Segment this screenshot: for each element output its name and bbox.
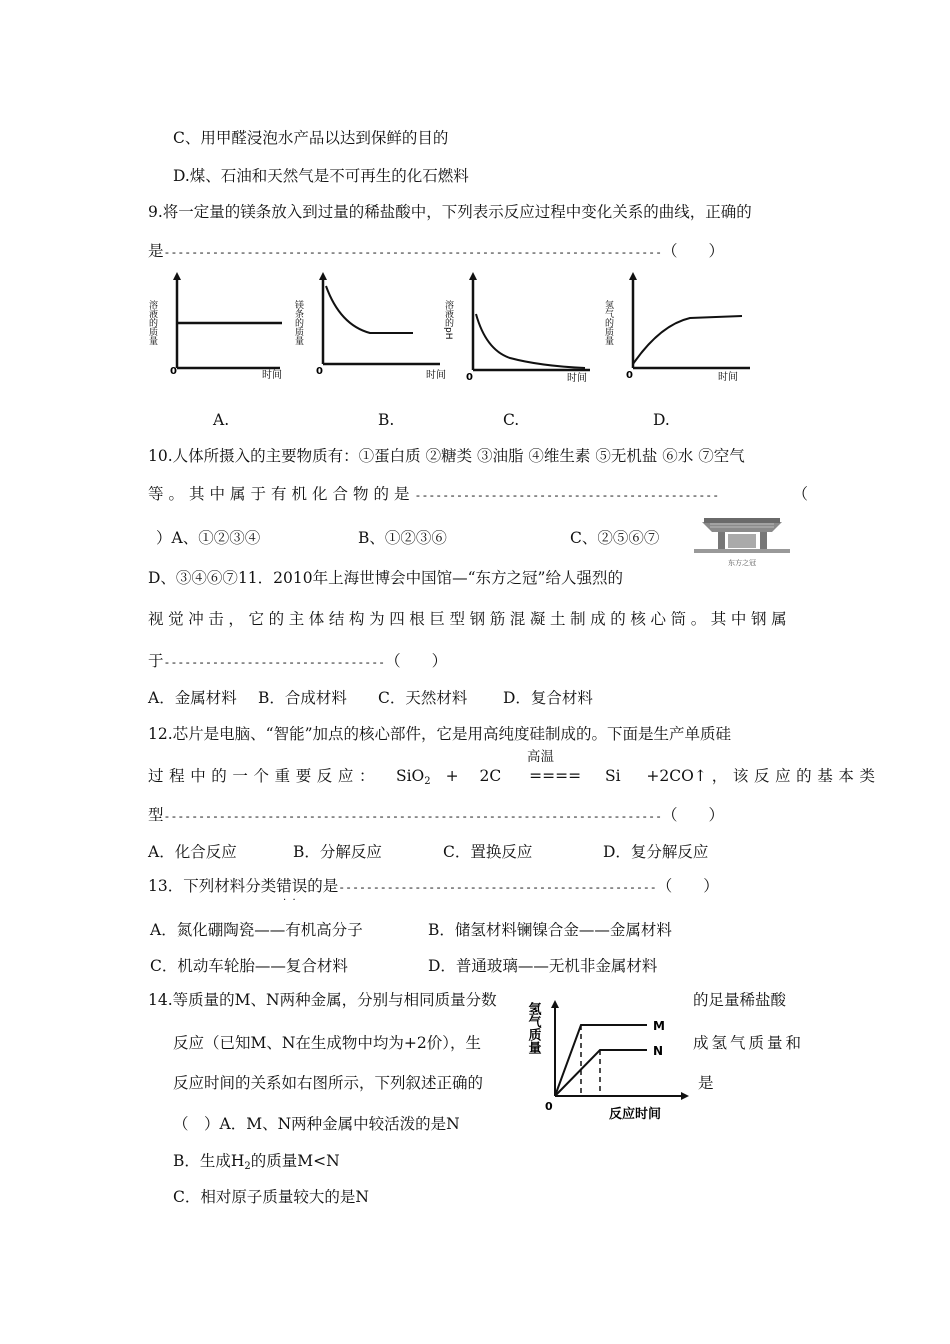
answer-leader: ------------------------------------------------------------------------ [163,245,663,259]
q10-stem: 10.人体所摄入的主要物质有：①蛋白质 ②糖类 ③油脂 ④维生素 ⑤无机盐 ⑥水 ⑦空气 [148,447,745,465]
q12-option-d: D．复分解反应 [603,843,709,861]
answer-leader: ---------------------------------------------- [338,880,657,894]
q11-option-a: A．金属材料 [148,689,237,707]
chart-a-origin: 0 [170,366,177,377]
answer-paren: （ ） [656,877,719,895]
q11-option-c: C．天然材料 [378,689,468,707]
q14-stem-line2a: 反应（已知M、N在生成物中均为+2价），生 [173,1034,482,1052]
q8-option-d: D.煤、石油和天然气是不可再生的化石燃料 [173,167,469,185]
q9-chart-c [440,270,600,385]
q14-stem-line3a: 反应时间的关系如右图所示，下列叙述正确的 [173,1074,484,1092]
q12-stem: 12.芯片是电脑、“智能”加点的核心部件，它是用高纯度硅制成的。下面是生产单质硅 [148,725,732,743]
emphasis-dots: · · [283,895,296,906]
answer-paren-open: （ [792,485,808,503]
answer-leader: ------------------------------------------------------------------------ [163,809,663,823]
q9-label-a: A. [213,411,230,429]
q9-chart-d [600,270,760,385]
chart-d-xlabel: 时间 [718,372,738,383]
chart-b-origin: 0 [316,366,323,377]
chart-a-y-arrow [173,272,181,280]
reaction-condition: 高温 [527,749,554,765]
q14-y-arrow [551,1000,559,1008]
answer-leader: -------------------------------------------- [414,488,720,502]
q13-stem-line: 13．下列材料分类错误的是----------------------------------------------（ ） [148,877,719,895]
chart-b-xlabel: 时间 [426,370,446,381]
chart-b-curve [326,286,413,333]
q12-option-a: A．化合反应 [148,843,237,861]
chart-b-y-arrow [319,272,327,280]
q10-stem-line2: 等。其中属于有机化合物的是-------------------------------------------- （ [148,485,808,503]
q11-stem: 11．2010年上海世博会中国馆—“东方之冠”给人强烈的 [237,569,623,587]
chart-c-origin: 0 [466,372,473,383]
q14-stem-line1b: 的足量稀盐酸 [693,991,787,1009]
q10-option-d-and-q11-stem [148,568,623,588]
chart-d-curve [633,316,742,364]
chart-a-xlabel: 时间 [262,370,282,381]
q14-chart-origin: 0 [545,1100,553,1113]
q14-option-c: C．相对原子质量较大的是N [173,1188,369,1206]
chart-c-xlabel: 时间 [567,373,587,384]
reactant-sio2: SiO$_2$ [395,767,431,787]
q14-stem-line3b: 是 [698,1074,714,1092]
chart-c-y-arrow [469,272,477,280]
q14-stem-line1a: 14.等质量的M、N两种金属，分别与相同质量分数 [148,991,497,1009]
equals-sign: ==== [529,767,582,785]
chart-a-ylabel: 溶液的质量 [147,300,157,345]
q9-label-c: C. [503,411,520,429]
q9-chart-a [140,270,290,385]
q9-chart-b [290,270,450,385]
q14-x-arrow [681,1092,689,1100]
product-co: +2CO↑ [646,767,707,785]
q13-option-c: C．机动车轮胎——复合材料 [150,957,348,975]
answer-leader: -------------------------------- [163,655,386,669]
q13-option-b: B．储氢材料镧镍合金——金属材料 [428,921,672,939]
q14-option-a: （ ）A．M、N两种金属中较活泼的是N [173,1115,460,1133]
reactant-c: 2C [479,767,502,785]
q11-stem-line2: 视觉冲击，它的主体结构为四根巨型钢筋混凝土制成的核心筒。其中钢属 [148,610,792,628]
q13-option-a: A．氮化硼陶瓷——有机高分子 [150,921,363,939]
q8-option-c: C、用甲醛浸泡水产品以达到保鲜的目的 [173,129,449,147]
q14-chart-ylabel: 氢气质量 [525,1002,541,1054]
series-m-line [555,1025,647,1096]
chart-b-ylabel: 镁条的质量 [293,300,303,345]
q10-option-c: C、②⑤⑥⑦ [570,529,660,547]
q14-stem-line2b: 成氢气质量和 [693,1034,805,1052]
product-si: Si [604,767,621,785]
answer-paren: （ ） [662,806,725,824]
chart-c-ylabel: 溶液的pH [443,300,453,340]
q9-stem-line2: 是------------------------------------------------------------------------（ ） [148,242,725,260]
q11-option-d: D．复合材料 [503,689,593,707]
chart-d-ylabel: 氢气的质量 [603,300,613,345]
q12-equation-line: 过程中的一个重要反应： SiO$_2$ + 2C ==== Si +2CO↑ ，该反应的基本类 [148,767,881,787]
chart-d-y-arrow [629,272,637,280]
chart-d-origin: 0 [626,370,633,381]
q11-option-b: B．合成材料 [258,689,347,707]
q12-option-b: B．分解反应 [293,843,382,861]
q9-stem: 9.将一定量的镁条放入到过量的稀盐酸中，下列表示反应过程中变化关系的曲线，正确的 [148,203,752,221]
q10-option-b: B、①②③⑥ [358,529,447,547]
china-pavilion-image [690,512,794,570]
q11-stem-line3: 于--------------------------------（ ） [148,652,448,670]
q14-chart [525,998,695,1126]
q12-option-c: C．置换反应 [443,843,533,861]
q14-chart-xlabel: 反应时间 [609,1107,662,1122]
answer-paren: （ ） [385,652,448,670]
series-n-label: N [653,1044,664,1058]
image-caption: 东方之冠 [728,559,756,567]
q14-option-b: B．生成$H_2$的质量M<N [173,1152,340,1172]
chart-c-curve [476,314,585,368]
q10-option-d: D、③④⑥⑦ [148,569,238,587]
q13-option-d: D．普通玻璃——无机非金属材料 [428,957,658,975]
answer-paren: （ ） [662,242,725,260]
q9-label-d: D. [653,411,670,429]
series-m-label: M [653,1019,665,1033]
q10-option-a: ）A、①②③④ [156,529,261,547]
q9-label-b: B. [378,411,395,429]
q12-stem-line3: 型------------------------------------------------------------------------（ ） [148,806,725,824]
